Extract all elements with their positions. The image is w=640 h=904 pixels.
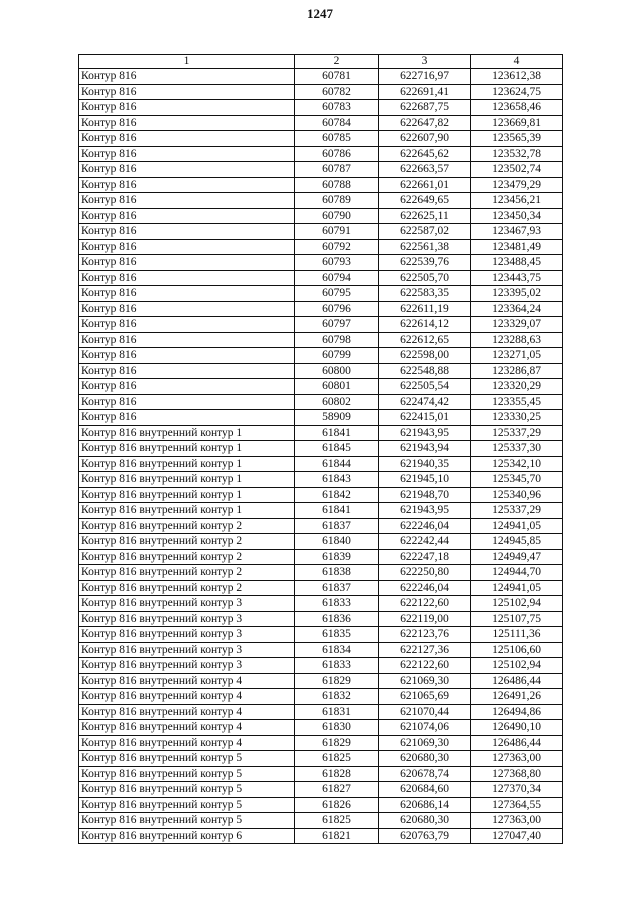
point-number-cell: 61836 bbox=[295, 611, 379, 627]
y-coordinate-cell: 123658,46 bbox=[471, 100, 563, 116]
y-coordinate-cell: 126490,10 bbox=[471, 720, 563, 736]
table-row bbox=[79, 596, 563, 612]
x-coordinate-cell: 622122,60 bbox=[379, 658, 471, 674]
contour-name-cell: Контур 816 внутренний контур 1 bbox=[79, 487, 295, 503]
contour-name-cell: Контур 816 внутренний контур 5 bbox=[79, 797, 295, 813]
point-number-cell: 58909 bbox=[295, 410, 379, 426]
contour-name-cell: Контур 816 внутренний контур 4 bbox=[79, 673, 295, 689]
x-coordinate-cell: 622687,75 bbox=[379, 100, 471, 116]
table-row bbox=[79, 828, 563, 844]
table-row bbox=[79, 627, 563, 643]
point-number-cell: 60784 bbox=[295, 115, 379, 131]
x-coordinate-cell: 622663,57 bbox=[379, 162, 471, 178]
y-coordinate-cell: 125102,94 bbox=[471, 596, 563, 612]
contour-name-cell: Контур 816 внутренний контур 1 bbox=[79, 441, 295, 457]
y-coordinate-cell: 125107,75 bbox=[471, 611, 563, 627]
point-number-cell: 61844 bbox=[295, 456, 379, 472]
table-row bbox=[79, 441, 563, 457]
y-coordinate-cell: 125342,10 bbox=[471, 456, 563, 472]
y-coordinate-cell: 123488,45 bbox=[471, 255, 563, 271]
contour-name-cell: Контур 816 внутренний контур 2 bbox=[79, 565, 295, 581]
point-number-cell: 60796 bbox=[295, 301, 379, 317]
x-coordinate-cell: 620680,30 bbox=[379, 813, 471, 829]
table-row bbox=[79, 332, 563, 348]
contour-name-cell: Контур 816 внутренний контур 4 bbox=[79, 704, 295, 720]
table-row bbox=[79, 766, 563, 782]
point-number-cell: 60788 bbox=[295, 177, 379, 193]
table-row bbox=[79, 487, 563, 503]
x-coordinate-cell: 620686,14 bbox=[379, 797, 471, 813]
x-coordinate-cell: 622598,00 bbox=[379, 348, 471, 364]
x-coordinate-cell: 622250,80 bbox=[379, 565, 471, 581]
contour-name-cell: Контур 816 внутренний контур 4 bbox=[79, 720, 295, 736]
x-coordinate-cell: 620763,79 bbox=[379, 828, 471, 844]
x-coordinate-cell: 621069,30 bbox=[379, 735, 471, 751]
x-coordinate-cell: 622122,60 bbox=[379, 596, 471, 612]
contour-name-cell: Контур 816 внутренний контур 1 bbox=[79, 456, 295, 472]
y-coordinate-cell: 125111,36 bbox=[471, 627, 563, 643]
x-coordinate-cell: 621069,30 bbox=[379, 673, 471, 689]
contour-name-cell: Контур 816 bbox=[79, 317, 295, 333]
column-header: 3 bbox=[379, 55, 471, 69]
point-number-cell: 61830 bbox=[295, 720, 379, 736]
table-row bbox=[79, 503, 563, 519]
x-coordinate-cell: 620678,74 bbox=[379, 766, 471, 782]
x-coordinate-cell: 622611,19 bbox=[379, 301, 471, 317]
x-coordinate-cell: 622119,00 bbox=[379, 611, 471, 627]
x-coordinate-cell: 622661,01 bbox=[379, 177, 471, 193]
contour-name-cell: Контур 816 bbox=[79, 332, 295, 348]
point-number-cell: 61842 bbox=[295, 487, 379, 503]
table-row bbox=[79, 797, 563, 813]
table-row bbox=[79, 534, 563, 550]
x-coordinate-cell: 622583,35 bbox=[379, 286, 471, 302]
point-number-cell: 61828 bbox=[295, 766, 379, 782]
y-coordinate-cell: 124949,47 bbox=[471, 549, 563, 565]
table-row bbox=[79, 394, 563, 410]
point-number-cell: 61832 bbox=[295, 689, 379, 705]
point-number-cell: 60802 bbox=[295, 394, 379, 410]
table-row bbox=[79, 751, 563, 767]
table-row bbox=[79, 363, 563, 379]
contour-name-cell: Контур 816 bbox=[79, 255, 295, 271]
x-coordinate-cell: 622645,62 bbox=[379, 146, 471, 162]
y-coordinate-cell: 125337,29 bbox=[471, 503, 563, 519]
x-coordinate-cell: 621070,44 bbox=[379, 704, 471, 720]
point-number-cell: 61837 bbox=[295, 518, 379, 534]
table-row bbox=[79, 162, 563, 178]
y-coordinate-cell: 125337,29 bbox=[471, 425, 563, 441]
point-number-cell: 61829 bbox=[295, 673, 379, 689]
y-coordinate-cell: 127370,34 bbox=[471, 782, 563, 798]
point-number-cell: 60790 bbox=[295, 208, 379, 224]
point-number-cell: 61834 bbox=[295, 642, 379, 658]
y-coordinate-cell: 123355,45 bbox=[471, 394, 563, 410]
y-coordinate-cell: 127363,00 bbox=[471, 751, 563, 767]
point-number-cell: 61827 bbox=[295, 782, 379, 798]
x-coordinate-cell: 622607,90 bbox=[379, 131, 471, 147]
table-row bbox=[79, 208, 563, 224]
point-number-cell: 61841 bbox=[295, 425, 379, 441]
contour-name-cell: Контур 816 bbox=[79, 177, 295, 193]
contour-name-cell: Контур 816 bbox=[79, 301, 295, 317]
table-row bbox=[79, 425, 563, 441]
table-header-row bbox=[79, 55, 563, 69]
table-row bbox=[79, 720, 563, 736]
x-coordinate-cell: 622625,11 bbox=[379, 208, 471, 224]
point-number-cell: 61829 bbox=[295, 735, 379, 751]
point-number-cell: 60799 bbox=[295, 348, 379, 364]
y-coordinate-cell: 124945,85 bbox=[471, 534, 563, 550]
table-row bbox=[79, 177, 563, 193]
x-coordinate-cell: 622246,04 bbox=[379, 518, 471, 534]
y-coordinate-cell: 124941,05 bbox=[471, 518, 563, 534]
y-coordinate-cell: 123450,34 bbox=[471, 208, 563, 224]
x-coordinate-cell: 622415,01 bbox=[379, 410, 471, 426]
page-number: 1247 bbox=[307, 6, 333, 21]
table-row bbox=[79, 565, 563, 581]
point-number-cell: 60781 bbox=[295, 69, 379, 85]
y-coordinate-cell: 123456,21 bbox=[471, 193, 563, 209]
contour-name-cell: Контур 816 bbox=[79, 84, 295, 100]
table-row bbox=[79, 782, 563, 798]
contour-name-cell: Контур 816 bbox=[79, 286, 295, 302]
x-coordinate-cell: 622691,41 bbox=[379, 84, 471, 100]
table-row bbox=[79, 146, 563, 162]
y-coordinate-cell: 124944,70 bbox=[471, 565, 563, 581]
table-row bbox=[79, 813, 563, 829]
contour-name-cell: Контур 816 внутренний контур 5 bbox=[79, 766, 295, 782]
y-coordinate-cell: 123443,75 bbox=[471, 270, 563, 286]
contour-name-cell: Контур 816 bbox=[79, 224, 295, 240]
contour-name-cell: Контур 816 внутренний контур 1 bbox=[79, 425, 295, 441]
point-number-cell: 61843 bbox=[295, 472, 379, 488]
y-coordinate-cell: 123364,24 bbox=[471, 301, 563, 317]
table-row bbox=[79, 131, 563, 147]
point-number-cell: 60792 bbox=[295, 239, 379, 255]
contour-name-cell: Контур 816 bbox=[79, 193, 295, 209]
contour-name-cell: Контур 816 внутренний контур 1 bbox=[79, 503, 295, 519]
point-number-cell: 60787 bbox=[295, 162, 379, 178]
x-coordinate-cell: 620680,30 bbox=[379, 751, 471, 767]
y-coordinate-cell: 123286,87 bbox=[471, 363, 563, 379]
x-coordinate-cell: 622247,18 bbox=[379, 549, 471, 565]
table-row bbox=[79, 689, 563, 705]
table-row bbox=[79, 518, 563, 534]
table-row bbox=[79, 379, 563, 395]
table-row bbox=[79, 456, 563, 472]
y-coordinate-cell: 126494,86 bbox=[471, 704, 563, 720]
point-number-cell: 60801 bbox=[295, 379, 379, 395]
x-coordinate-cell: 622614,12 bbox=[379, 317, 471, 333]
contour-name-cell: Контур 816 внутренний контур 3 bbox=[79, 596, 295, 612]
x-coordinate-cell: 620684,60 bbox=[379, 782, 471, 798]
point-number-cell: 61838 bbox=[295, 565, 379, 581]
point-number-cell: 60791 bbox=[295, 224, 379, 240]
point-number-cell: 61841 bbox=[295, 503, 379, 519]
table-row bbox=[79, 348, 563, 364]
contour-name-cell: Контур 816 внутренний контур 5 bbox=[79, 813, 295, 829]
coordinates-table bbox=[78, 54, 563, 844]
point-number-cell: 61826 bbox=[295, 797, 379, 813]
x-coordinate-cell: 622474,42 bbox=[379, 394, 471, 410]
point-number-cell: 60785 bbox=[295, 131, 379, 147]
table-row bbox=[79, 611, 563, 627]
contour-name-cell: Контур 816 bbox=[79, 208, 295, 224]
y-coordinate-cell: 123669,81 bbox=[471, 115, 563, 131]
y-coordinate-cell: 126486,44 bbox=[471, 673, 563, 689]
point-number-cell: 61845 bbox=[295, 441, 379, 457]
contour-name-cell: Контур 816 bbox=[79, 69, 295, 85]
x-coordinate-cell: 622127,36 bbox=[379, 642, 471, 658]
table-row bbox=[79, 735, 563, 751]
y-coordinate-cell: 124941,05 bbox=[471, 580, 563, 596]
y-coordinate-cell: 127364,55 bbox=[471, 797, 563, 813]
y-coordinate-cell: 123467,93 bbox=[471, 224, 563, 240]
contour-name-cell: Контур 816 внутренний контур 2 bbox=[79, 518, 295, 534]
contour-name-cell: Контур 816 внутренний контур 5 bbox=[79, 751, 295, 767]
contour-name-cell: Контур 816 bbox=[79, 270, 295, 286]
point-number-cell: 60797 bbox=[295, 317, 379, 333]
contour-name-cell: Контур 816 внутренний контур 4 bbox=[79, 689, 295, 705]
table-row bbox=[79, 239, 563, 255]
point-number-cell: 60800 bbox=[295, 363, 379, 379]
y-coordinate-cell: 123612,38 bbox=[471, 69, 563, 85]
table-row bbox=[79, 270, 563, 286]
x-coordinate-cell: 622246,04 bbox=[379, 580, 471, 596]
contour-name-cell: Контур 816 bbox=[79, 239, 295, 255]
column-header: 1 bbox=[79, 55, 295, 69]
y-coordinate-cell: 126491,26 bbox=[471, 689, 563, 705]
contour-name-cell: Контур 816 bbox=[79, 363, 295, 379]
contour-name-cell: Контур 816 bbox=[79, 115, 295, 131]
point-number-cell: 60794 bbox=[295, 270, 379, 286]
contour-name-cell: Контур 816 внутренний контур 3 bbox=[79, 642, 295, 658]
point-number-cell: 60789 bbox=[295, 193, 379, 209]
point-number-cell: 61835 bbox=[295, 627, 379, 643]
x-coordinate-cell: 621943,95 bbox=[379, 425, 471, 441]
point-number-cell: 61833 bbox=[295, 596, 379, 612]
contour-name-cell: Контур 816 внутренний контур 1 bbox=[79, 472, 295, 488]
y-coordinate-cell: 127368,80 bbox=[471, 766, 563, 782]
point-number-cell: 61839 bbox=[295, 549, 379, 565]
contour-name-cell: Контур 816 bbox=[79, 410, 295, 426]
y-coordinate-cell: 123565,39 bbox=[471, 131, 563, 147]
contour-name-cell: Контур 816 bbox=[79, 348, 295, 364]
column-header: 2 bbox=[295, 55, 379, 69]
point-number-cell: 61833 bbox=[295, 658, 379, 674]
x-coordinate-cell: 622123,76 bbox=[379, 627, 471, 643]
contour-name-cell: Контур 816 bbox=[79, 131, 295, 147]
y-coordinate-cell: 123624,75 bbox=[471, 84, 563, 100]
table-row bbox=[79, 115, 563, 131]
table-row bbox=[79, 100, 563, 116]
x-coordinate-cell: 622716,97 bbox=[379, 69, 471, 85]
y-coordinate-cell: 123395,02 bbox=[471, 286, 563, 302]
contour-name-cell: Контур 816 bbox=[79, 162, 295, 178]
x-coordinate-cell: 622561,38 bbox=[379, 239, 471, 255]
point-number-cell: 61831 bbox=[295, 704, 379, 720]
table-row bbox=[79, 472, 563, 488]
y-coordinate-cell: 125337,30 bbox=[471, 441, 563, 457]
table-row bbox=[79, 704, 563, 720]
table-row bbox=[79, 549, 563, 565]
contour-name-cell: Контур 816 внутренний контур 2 bbox=[79, 549, 295, 565]
table-row bbox=[79, 317, 563, 333]
table-row bbox=[79, 84, 563, 100]
x-coordinate-cell: 621074,06 bbox=[379, 720, 471, 736]
x-coordinate-cell: 621945,10 bbox=[379, 472, 471, 488]
x-coordinate-cell: 622587,02 bbox=[379, 224, 471, 240]
point-number-cell: 61821 bbox=[295, 828, 379, 844]
y-coordinate-cell: 127047,40 bbox=[471, 828, 563, 844]
x-coordinate-cell: 622612,65 bbox=[379, 332, 471, 348]
x-coordinate-cell: 621943,94 bbox=[379, 441, 471, 457]
point-number-cell: 60795 bbox=[295, 286, 379, 302]
y-coordinate-cell: 123532,78 bbox=[471, 146, 563, 162]
x-coordinate-cell: 621065,69 bbox=[379, 689, 471, 705]
x-coordinate-cell: 621948,70 bbox=[379, 487, 471, 503]
table-row bbox=[79, 673, 563, 689]
point-number-cell: 61840 bbox=[295, 534, 379, 550]
x-coordinate-cell: 622539,76 bbox=[379, 255, 471, 271]
y-coordinate-cell: 123502,74 bbox=[471, 162, 563, 178]
table-row bbox=[79, 224, 563, 240]
y-coordinate-cell: 123271,05 bbox=[471, 348, 563, 364]
table-row bbox=[79, 410, 563, 426]
contour-name-cell: Контур 816 внутренний контур 2 bbox=[79, 534, 295, 550]
table-row bbox=[79, 580, 563, 596]
point-number-cell: 60782 bbox=[295, 84, 379, 100]
x-coordinate-cell: 622505,54 bbox=[379, 379, 471, 395]
point-number-cell: 60783 bbox=[295, 100, 379, 116]
column-header: 4 bbox=[471, 55, 563, 69]
y-coordinate-cell: 125345,70 bbox=[471, 472, 563, 488]
x-coordinate-cell: 622647,82 bbox=[379, 115, 471, 131]
y-coordinate-cell: 125340,96 bbox=[471, 487, 563, 503]
y-coordinate-cell: 126486,44 bbox=[471, 735, 563, 751]
table-row bbox=[79, 255, 563, 271]
table-row bbox=[79, 286, 563, 302]
contour-name-cell: Контур 816 внутренний контур 2 bbox=[79, 580, 295, 596]
table-row bbox=[79, 658, 563, 674]
y-coordinate-cell: 125102,94 bbox=[471, 658, 563, 674]
x-coordinate-cell: 622548,88 bbox=[379, 363, 471, 379]
y-coordinate-cell: 123288,63 bbox=[471, 332, 563, 348]
contour-name-cell: Контур 816 bbox=[79, 100, 295, 116]
point-number-cell: 60793 bbox=[295, 255, 379, 271]
x-coordinate-cell: 621940,35 bbox=[379, 456, 471, 472]
y-coordinate-cell: 123481,49 bbox=[471, 239, 563, 255]
contour-name-cell: Контур 816 внутренний контур 4 bbox=[79, 735, 295, 751]
table-row bbox=[79, 642, 563, 658]
contour-name-cell: Контур 816 bbox=[79, 146, 295, 162]
y-coordinate-cell: 123320,29 bbox=[471, 379, 563, 395]
contour-name-cell: Контур 816 bbox=[79, 379, 295, 395]
point-number-cell: 61825 bbox=[295, 813, 379, 829]
contour-name-cell: Контур 816 внутренний контур 5 bbox=[79, 782, 295, 798]
table-row bbox=[79, 69, 563, 85]
contour-name-cell: Контур 816 bbox=[79, 394, 295, 410]
x-coordinate-cell: 622649,65 bbox=[379, 193, 471, 209]
x-coordinate-cell: 622242,44 bbox=[379, 534, 471, 550]
x-coordinate-cell: 621943,95 bbox=[379, 503, 471, 519]
contour-name-cell: Контур 816 внутренний контур 3 bbox=[79, 627, 295, 643]
x-coordinate-cell: 622505,70 bbox=[379, 270, 471, 286]
y-coordinate-cell: 123330,25 bbox=[471, 410, 563, 426]
point-number-cell: 61825 bbox=[295, 751, 379, 767]
point-number-cell: 61837 bbox=[295, 580, 379, 596]
table-row bbox=[79, 193, 563, 209]
point-number-cell: 60786 bbox=[295, 146, 379, 162]
contour-name-cell: Контур 816 внутренний контур 3 bbox=[79, 658, 295, 674]
contour-name-cell: Контур 816 внутренний контур 6 bbox=[79, 828, 295, 844]
contour-name-cell: Контур 816 внутренний контур 3 bbox=[79, 611, 295, 627]
table-body bbox=[79, 69, 563, 844]
y-coordinate-cell: 125106,60 bbox=[471, 642, 563, 658]
y-coordinate-cell: 123329,07 bbox=[471, 317, 563, 333]
y-coordinate-cell: 123479,29 bbox=[471, 177, 563, 193]
y-coordinate-cell: 127363,00 bbox=[471, 813, 563, 829]
point-number-cell: 60798 bbox=[295, 332, 379, 348]
table-row bbox=[79, 301, 563, 317]
